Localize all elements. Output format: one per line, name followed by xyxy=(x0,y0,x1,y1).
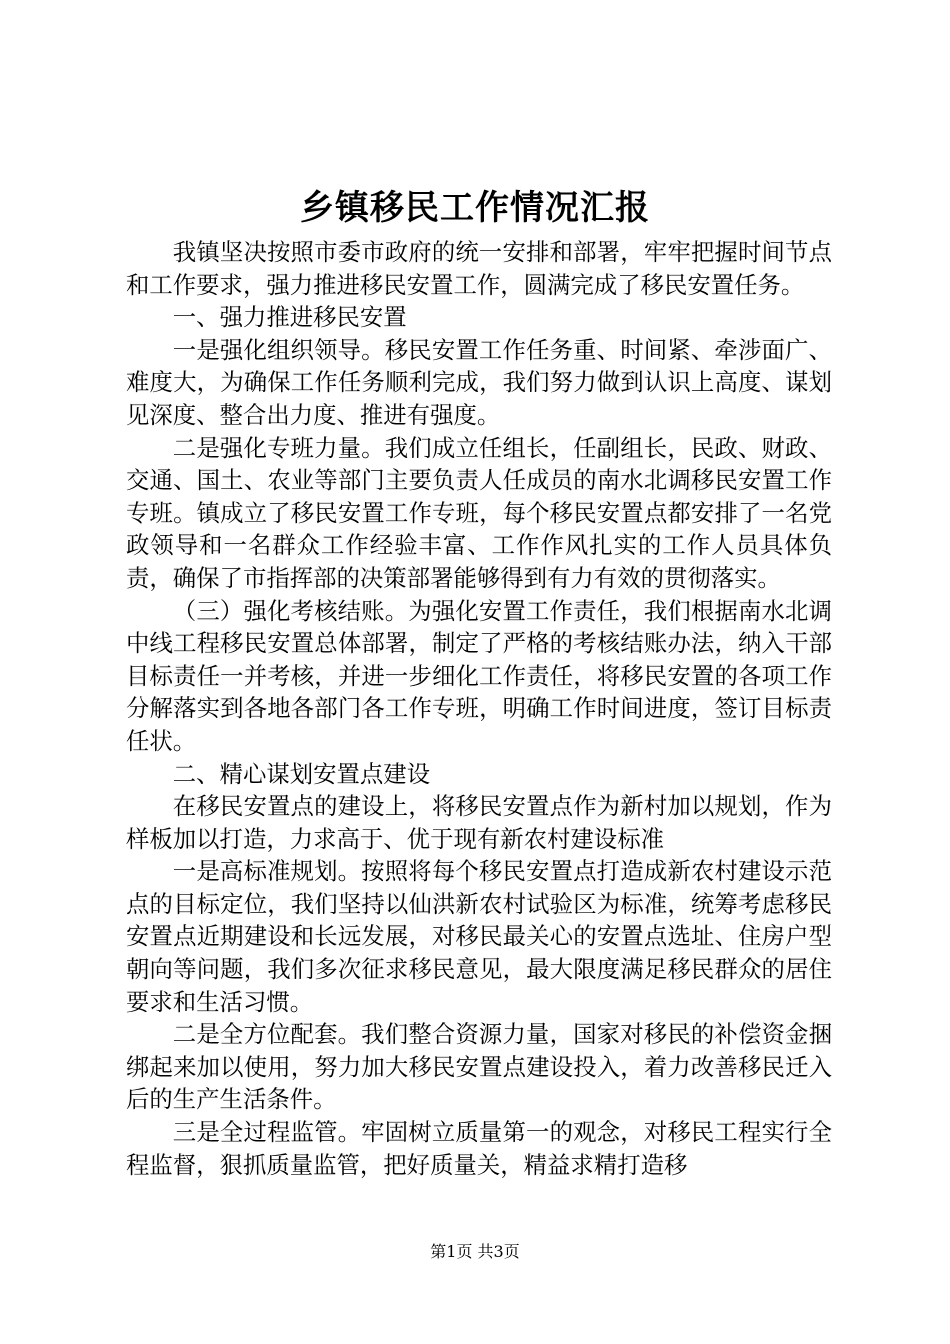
paragraph: 一是强化组织领导。移民安置工作任务重、时间紧、牵涉面广、难度大，为确保工作任务顺利完成，我们努力做到认识上高度、谋划见深度、整合出力度、推进有强度。 xyxy=(126,335,832,429)
paragraph: 二是全方位配套。我们整合资源力量，国家对移民的补偿资金捆绑起来加以使用，努力加大移民安置点建设投入，着力改善移民迁入后的生产生活条件。 xyxy=(126,1020,832,1114)
document-body xyxy=(126,236,832,1181)
section-heading-2: 二、精心谋划安置点建设 xyxy=(172,759,431,788)
paragraph-intro: 我镇坚决按照市委市政府的统一安排和部署，牢牢把握时间节点和工作要求，强力推进移民安置工作，圆满完成了移民安置任务。 xyxy=(126,238,832,299)
paragraph: 在移民安置点的建设上，将移民安置点作为新村加以规划，作为样板加以打造，力求高于、优于现有新农村建设标准 xyxy=(126,792,832,853)
section-heading-1: 一、强力推进移民安置 xyxy=(172,303,407,332)
paragraph: （三）强化考核结账。为强化安置工作责任，我们根据南水北调中线工程移民安置总体部署，制定了严格的考核结账办法，纳入干部目标责任一并考核，并进一步细化工作责任，将移民安置的各项工作分解落实到各地各部门各工作专班，明确工作时间进度，签订目标责任状。 xyxy=(126,596,832,755)
page-footer: 第1页 共3页 xyxy=(430,1242,520,1261)
document-title: 乡镇移民工作情况汇报 xyxy=(300,188,650,228)
paragraph: 二是强化专班力量。我们成立任组长，任副组长，民政、财政、交通、国土、农业等部门主要负责人任成员的南水北调移民安置工作专班。镇成立了移民安置工作专班，每个移民安置点都安排了一名党政领导和一名群众工作经验丰富、工作作风扎实的工作人员具体负责，确保了市指挥部的决策部署能够得到有力有效的贯彻落实。 xyxy=(126,433,832,592)
paragraph: 一是高标准规划。按照将每个移民安置点打造成新农村建设示范点的目标定位，我们坚持以仙洪新农村试验区为标准，统筹考虑移民安置点近期建设和长远发展，对移民最关心的安置点选址、住房户型朝向等问题，我们多次征求移民意见，最大限度满足移民群众的居住要求和生活习惯。 xyxy=(126,857,832,1016)
paragraph: 三是全过程监管。牢固树立质量第一的观念，对移民工程实行全程监督，狠抓质量监管，把好质量关，精益求精打造移 xyxy=(126,1118,832,1179)
